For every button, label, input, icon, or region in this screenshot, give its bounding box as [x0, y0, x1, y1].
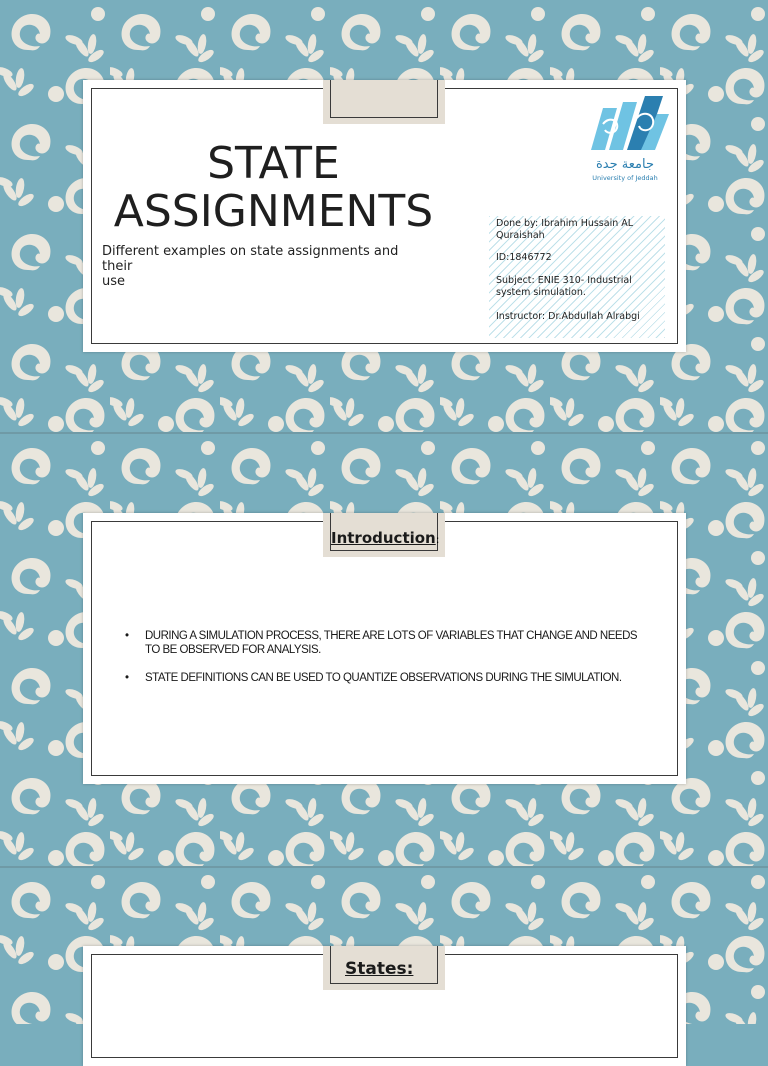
bullet-icon: •: [125, 672, 129, 684]
states-slide: [83, 946, 686, 1066]
student-id: ID:1846772: [496, 252, 552, 263]
slide-title: STATE ASSIGNMENTS: [113, 138, 434, 237]
instructor-name: Instructor: Dr.Abdullah Alrabgi: [496, 311, 640, 322]
title-slide: [83, 80, 686, 352]
introduction-heading: Introduction: [331, 529, 436, 547]
slide-tab: [323, 80, 445, 124]
list-item: [123, 671, 653, 685]
university-logo-arabic: جامعة جدة: [595, 157, 654, 172]
author-info-box: [489, 216, 665, 338]
university-logo-english: University of Jeddah: [592, 174, 658, 182]
bullet-list: [123, 629, 653, 699]
heading-colon: :: [435, 533, 440, 546]
slide-heading: [331, 529, 439, 547]
university-logo-icon: [583, 94, 671, 156]
course-subject: Subject: ENIE 310- Industrial system simulation.: [496, 275, 632, 298]
slide-subtitle: Different examples on state assignments and their use: [102, 244, 399, 289]
states-heading: States:: [345, 959, 414, 979]
list-item: [123, 629, 653, 657]
bullet-text: STATE DEFINITIONS CAN BE USED TO QUANTIZE OBSERVATIONS DURING THE SIMULATION.: [145, 672, 622, 684]
slide-tab-frame: [330, 80, 438, 118]
author-name: Done by: Ibrahim Hussain AL Quraishah: [496, 218, 634, 241]
bullet-icon: •: [125, 630, 129, 642]
bullet-text: DURING A SIMULATION PROCESS, THERE ARE LOTS OF VARIABLES THAT CHANGE AND NEEDS TO BE OBSERVED FOR ANALYSIS.: [145, 630, 638, 656]
introduction-slide: [83, 513, 686, 784]
university-logo: [583, 94, 675, 184]
